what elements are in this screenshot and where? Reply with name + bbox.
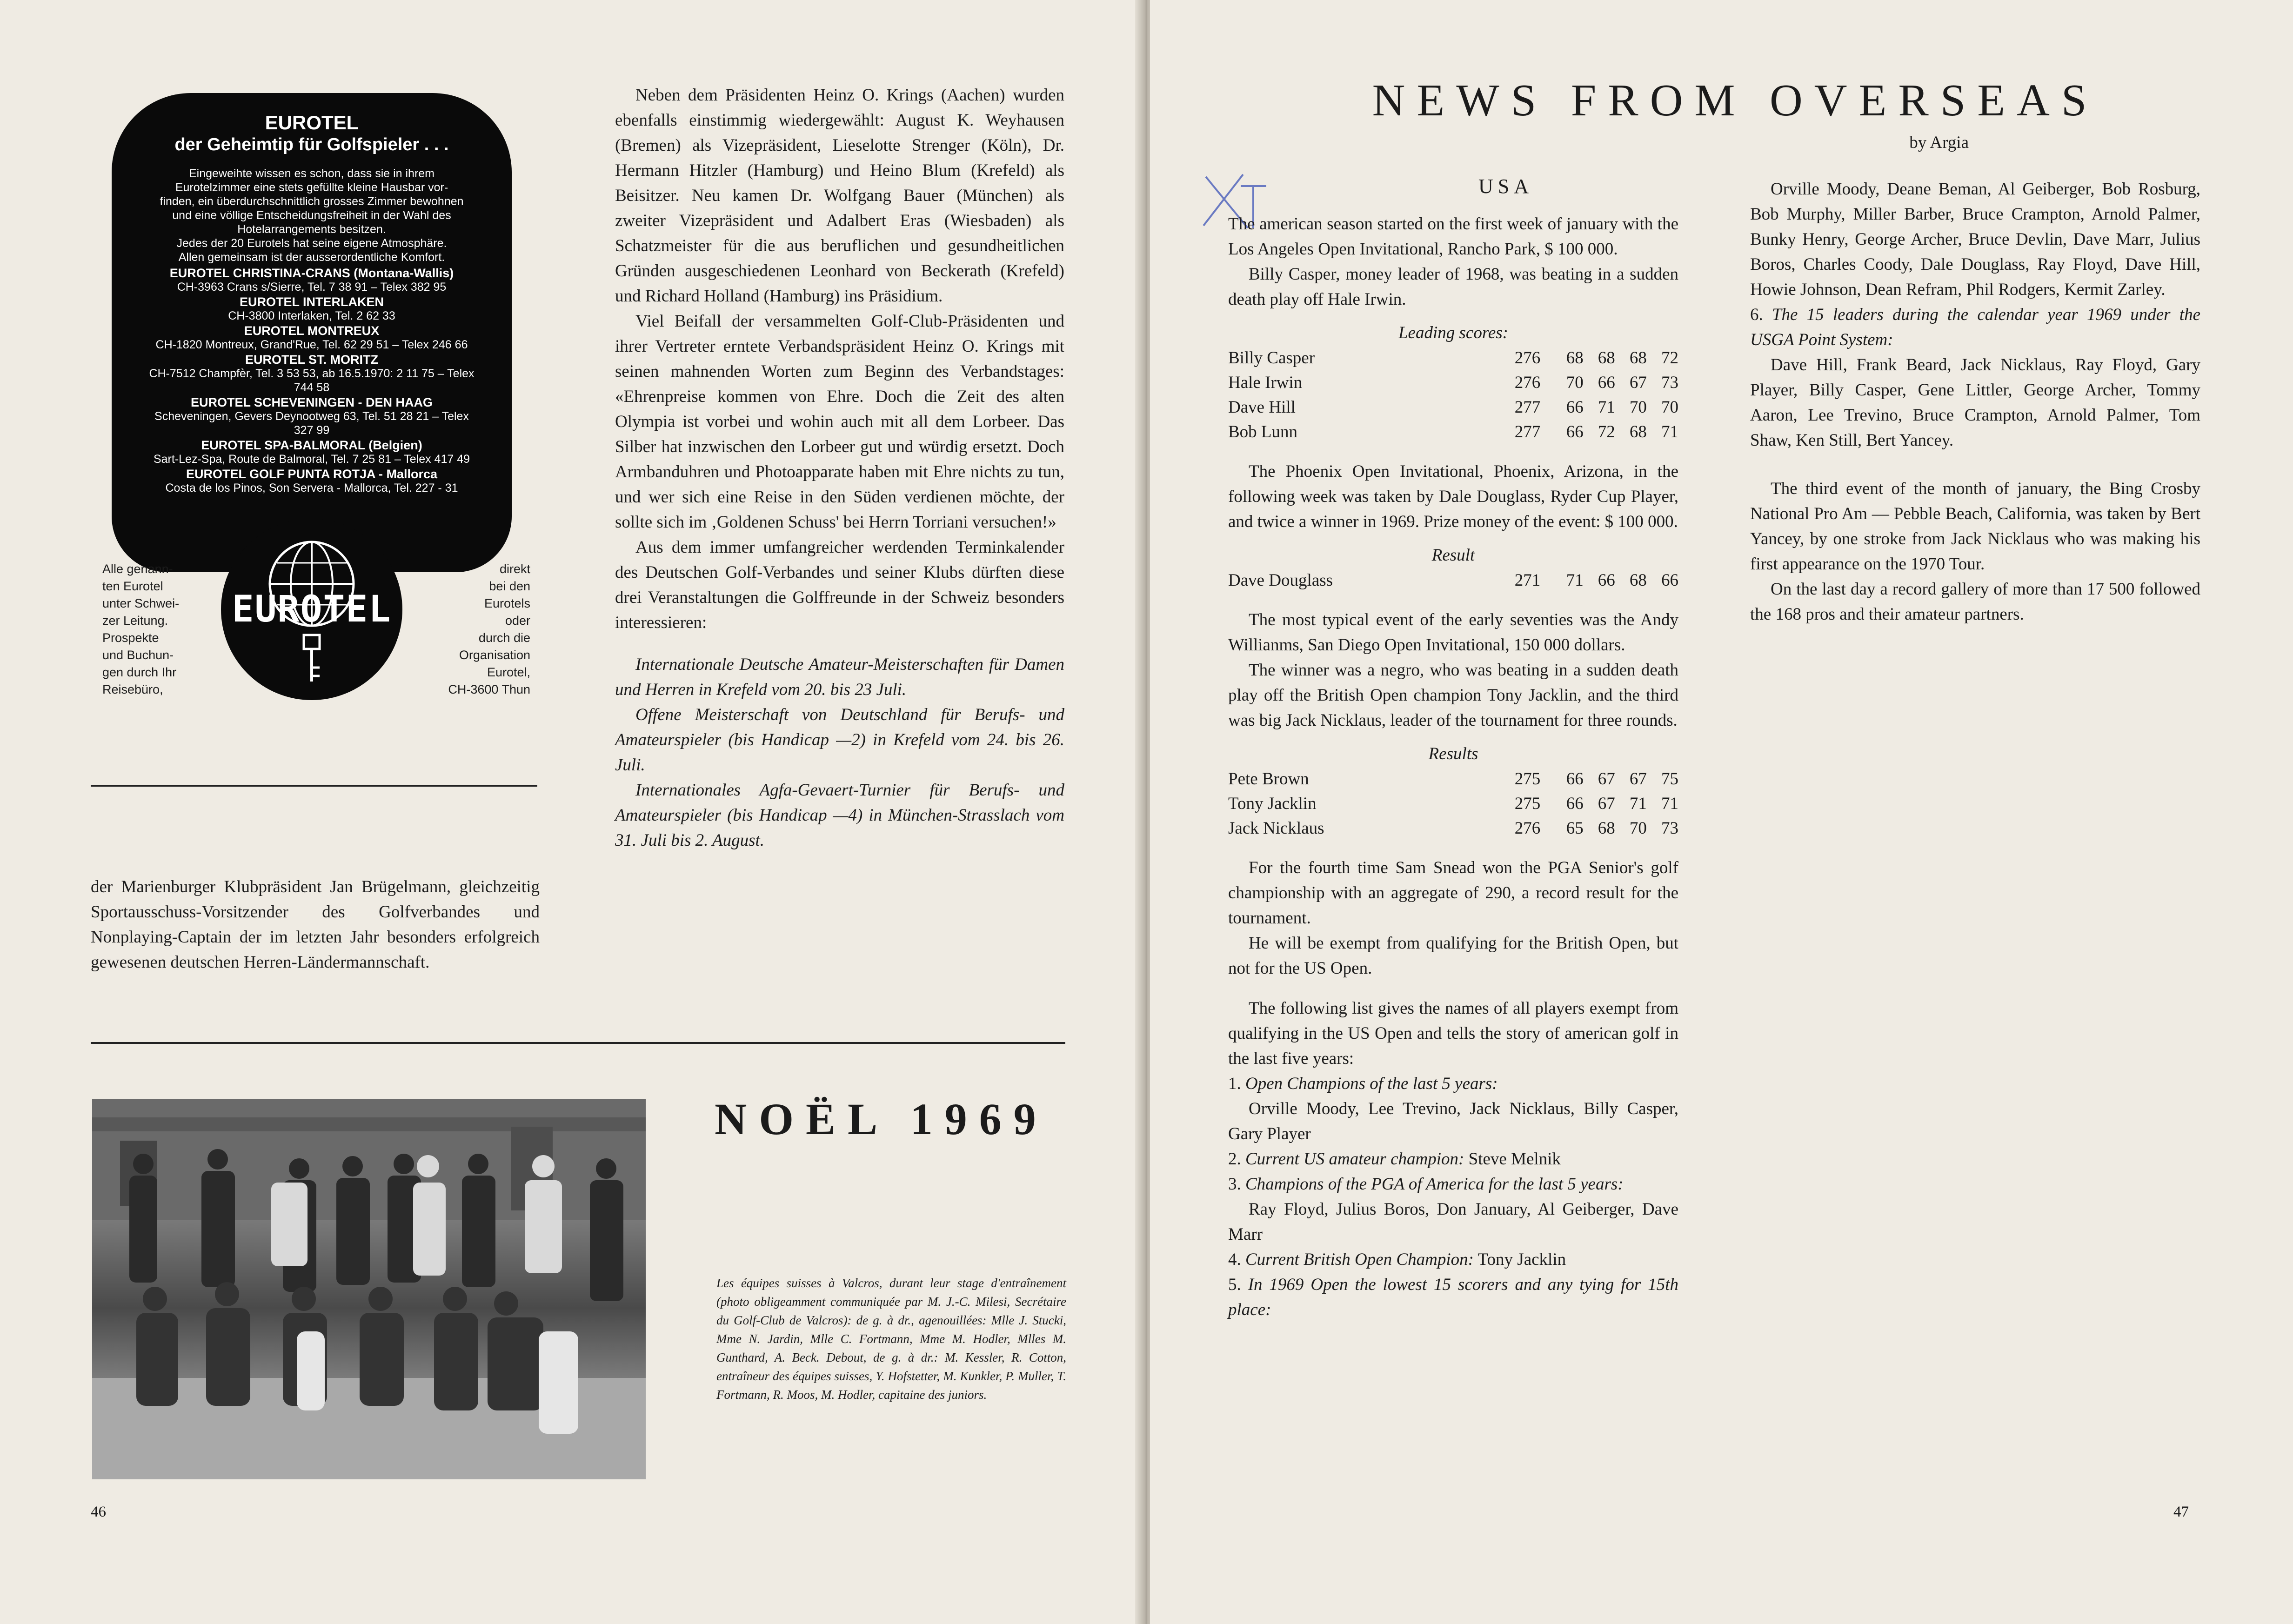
note-line: Prospekte xyxy=(102,631,159,645)
round-score: 71 xyxy=(1661,794,1678,813)
round-score: 68 xyxy=(1629,571,1647,590)
list-item xyxy=(1228,1147,1678,1172)
section-rule xyxy=(91,1042,1065,1044)
paragraph: The Phoenix Open Invitational, Phoenix, Arizona, in the following week was taken by Dale Douglass, Ryder Cup Player, and twice a winner in 1969. Prize money of the event: $ 100 000. xyxy=(1228,462,1678,531)
eurotel-left-note xyxy=(102,561,191,698)
round-score: 72 xyxy=(1598,422,1615,441)
hotel-entry xyxy=(144,324,479,352)
player-name: Dave Hill xyxy=(1228,398,1296,417)
intro-line: und eine völlige Entscheidungsfreiheit in der Wahl des xyxy=(172,209,451,222)
note-line: ten Eurotel xyxy=(102,579,163,593)
sandiego-results-table xyxy=(1228,767,1678,841)
round-score: 68 xyxy=(1598,819,1615,838)
list-label: Current British Open Champion: xyxy=(1245,1250,1474,1269)
round-score: 66 xyxy=(1566,794,1584,813)
note-line: Alle genann- xyxy=(102,562,173,576)
list-item xyxy=(1228,1071,1678,1096)
paragraph: He will be exempt from qualifying for the British Open, but not for the US Open. xyxy=(1228,934,1678,978)
hotel-address: Scheveningen, Gevers Deynootweg 63, Tel. 51 28 21 – Telex 327 99 xyxy=(154,410,469,437)
table-row xyxy=(1228,420,1678,444)
hotel-name: EUROTEL INTERLAKEN xyxy=(239,295,384,309)
total-score: 277 xyxy=(1514,398,1541,417)
section-heading: USA xyxy=(1478,175,1534,198)
note-line: Organisation xyxy=(459,648,530,662)
round-score: 66 xyxy=(1566,769,1584,789)
article-title: NEWS FROM OVERSEAS xyxy=(1372,75,2099,126)
note-line: direkt xyxy=(499,562,530,576)
note-line: CH-3600 Thun xyxy=(448,682,530,696)
list-value: Orville Moody, Lee Trevino, Jack Nicklaus, Billy Casper, Gary Player xyxy=(1228,1099,1678,1143)
note-line: unter Schwei- xyxy=(102,596,180,610)
note-line: Eurotels xyxy=(484,596,530,610)
paragraph: der Marienburger Klubpräsident Jan Brügelmann, gleichzeitig Sportausschuss-Vorsitzender des Golfverbandes und Nonplaying-Captain der im letzten Jahr besonders erfolgreich gewesenen deutschen Herren-Ländermannschaft. xyxy=(91,877,540,972)
total-score: 271 xyxy=(1514,571,1541,590)
list-number: 4. xyxy=(1228,1250,1241,1269)
eurotel-logo-text: EUROTEL xyxy=(232,588,392,630)
hotel-entry xyxy=(144,395,479,437)
sandiego-results-heading: Results xyxy=(1428,744,1478,763)
note-line: gen durch Ihr xyxy=(102,665,177,679)
table-row xyxy=(1228,346,1678,370)
round-score: 71 xyxy=(1661,422,1678,441)
round-score: 72 xyxy=(1661,348,1678,368)
eurotel-ad-intro xyxy=(140,167,484,264)
phoenix-result-table xyxy=(1228,568,1678,593)
list-value: Ray Floyd, Julius Boros, Don January, Al Geiberger, Dave Marr xyxy=(1228,1200,1678,1244)
table-row xyxy=(1228,395,1678,420)
leading-scores-heading: Leading scores: xyxy=(1398,323,1509,342)
total-score: 276 xyxy=(1514,819,1541,838)
hotel-address: Sart-Lez-Spa, Route de Balmoral, Tel. 7 25 81 – Telex 417 49 xyxy=(153,453,470,466)
list-label: In 1969 Open the lowest 15 scorers and any tying for 15th place: xyxy=(1228,1275,1679,1319)
round-score: 73 xyxy=(1661,819,1678,838)
hotel-name: EUROTEL MONTREUX xyxy=(244,324,380,338)
round-score: 75 xyxy=(1661,769,1678,789)
hotel-name: EUROTEL GOLF PUNTA ROTJA - Mallorca xyxy=(186,467,438,481)
intro-line: Allen gemeinsam ist der ausserordentliche Komfort. xyxy=(178,251,445,264)
table-row xyxy=(1228,816,1678,841)
round-score: 68 xyxy=(1566,348,1584,368)
round-score: 68 xyxy=(1598,348,1615,368)
list-value: Tony Jacklin xyxy=(1477,1250,1566,1269)
round-score: 66 xyxy=(1598,571,1615,590)
page-number: 46 xyxy=(91,1504,106,1520)
hotel-entry xyxy=(144,467,479,495)
intro-line: Eingeweihte wissen es schon, dass sie in ihrem xyxy=(188,167,435,180)
hotel-entry xyxy=(144,295,479,323)
eurotel-ad-title: EUROTEL xyxy=(265,112,359,134)
intro-line: Hotelarrangements besitzen. xyxy=(237,223,386,236)
event-item: Offene Meisterschaft von Deutschland für Berufs- und Amateurspieler (bis Handicap —2) in Krefeld vom 24. bis 26. Juli. xyxy=(615,705,1064,775)
hotel-entry xyxy=(144,353,479,394)
table-row xyxy=(1228,791,1678,816)
phoenix-result-heading: Result xyxy=(1431,546,1475,565)
hotel-address: CH-3963 Crans s/Sierre, Tel. 7 38 91 – Telex 382 95 xyxy=(177,281,447,294)
hotel-name: EUROTEL ST. MORITZ xyxy=(245,353,378,367)
intro-line: finden, ein überdurchschnittlich grosses Zimmer bewohnen xyxy=(160,195,464,208)
round-score: 71 xyxy=(1566,571,1584,590)
left-column-text xyxy=(91,875,540,975)
event-item: Internationale Deutsche Amateur-Meisterschaften für Damen und Herren in Krefeld vom 20. bis 23 Juli. xyxy=(615,655,1064,699)
total-score: 275 xyxy=(1514,794,1541,813)
column-rule xyxy=(91,785,537,787)
list-item xyxy=(1228,1247,1678,1272)
total-score: 276 xyxy=(1514,348,1541,368)
player-name: Jack Nicklaus xyxy=(1228,819,1324,838)
list-number: 3. xyxy=(1228,1175,1241,1194)
table-row xyxy=(1228,370,1678,395)
eurotel-advertisement xyxy=(88,81,535,751)
round-score: 65 xyxy=(1566,819,1584,838)
hotel-entry xyxy=(144,266,479,294)
player-name: Hale Irwin xyxy=(1228,373,1303,392)
list-number: 2. xyxy=(1228,1149,1241,1169)
hotel-address: CH-1820 Montreux, Grand'Rue, Tel. 62 29 51 – Telex 246 66 xyxy=(155,338,468,351)
paragraph: The american season started on the first week of january with the Los Angeles Open Invitational, Rancho Park, $ 100 000. xyxy=(1228,214,1678,259)
player-name: Dave Douglass xyxy=(1228,571,1333,590)
note-line: Eurotel, xyxy=(487,665,530,679)
list-value: Steve Melnik xyxy=(1468,1149,1561,1169)
paragraph: The third event of the month of january, the Bing Crosby National Pro Am — Pebble Beach, California, was taken by Bert Yancey, by one stroke from Jack Nicklaus who was making his first appearance on the 1970 Tour. xyxy=(1750,479,2200,574)
hotel-address: CH-3800 Interlaken, Tel. 2 62 33 xyxy=(228,309,395,322)
hotel-name: EUROTEL CHRISTINA-CRANS (Montana-Wallis) xyxy=(169,266,454,280)
list-item xyxy=(1228,1172,1678,1197)
page-number: 47 xyxy=(2173,1504,2189,1520)
round-score: 66 xyxy=(1566,422,1584,441)
round-score: 66 xyxy=(1661,571,1678,590)
paragraph: Neben dem Präsidenten Heinz O. Krings (Aachen) wurden ebenfalls einstimmig wiedergewählt: August K. Weyhausen (Bremen) als Vizepräsident, Lieselotte Strenger (Köln), Dr. Hermann Hitzler (Hamburg) und Heino Blum (Krefeld) als Beisitzer. Neu kamen Dr. Wolfgang Bauer (München) als zweiter Vizepräsident und Adalbert Eras (Wiesbaden) als Schatzmeister für die aus beruflichen und gesundheitlichen Gründen ausgeschiedenen Leonhard von Beckerath (Krefeld) und Richard Holland (Hamburg) ins Präsidium. xyxy=(615,86,1064,306)
paragraph: On the last day a record gallery of more than 17 500 followed the 168 pros and their amateur partners. xyxy=(1750,580,2200,624)
round-score: 67 xyxy=(1598,794,1615,813)
round-score: 67 xyxy=(1598,769,1615,789)
player-name: Billy Casper xyxy=(1228,348,1315,368)
paragraph: The most typical event of the early seventies was the Andy Willianms, San Diego Open Invitational, 150 000 dollars. xyxy=(1228,610,1678,655)
list-value: Dave Hill, Frank Beard, Jack Nicklaus, Ray Floyd, Gary Player, Billy Casper, Gene Littler, George Archer, Tommy Aaron, Lee Trevino, Bruce Crampton, Arnold Palmer, Tom Shaw, Ken Still, Bert Yancey. xyxy=(1750,355,2200,450)
list-number: 6. xyxy=(1750,305,1763,324)
note-line: bei den xyxy=(489,579,530,593)
total-score: 277 xyxy=(1514,422,1541,441)
paragraph: Viel Beifall der versammelten Golf-Club-Präsidenten und ihrer Vertreter erntete Verbandspräsident Heinz O. Krings mit seinen mahnenden Worten zum Beginn des Verbandstages: «Ehrenpreise kommen von Ehre. Doch die Zeit des alten Olympia ist vorbei und wohin auch mit all dem Lorbeer. Das Silber hat inzwischen den Lorbeer gut und würdig ersetzt. Doch Armbanduhren und Photoapparate haben mit Ehre nichts zu tun, und wer sich eine Reise in den Süden verdienen möchte, der sollte sich im ‚Goldenen Schuss' bei Herrn Torriani versuchen!» xyxy=(615,312,1064,532)
round-score: 68 xyxy=(1629,422,1647,441)
round-score: 70 xyxy=(1566,373,1584,392)
eurotel-ad-panel xyxy=(112,93,512,572)
round-score: 71 xyxy=(1598,398,1615,417)
eurotel-logo-circle xyxy=(221,519,402,700)
right-column-text xyxy=(615,83,1064,853)
hotel-entry xyxy=(144,438,479,466)
round-score: 67 xyxy=(1629,373,1647,392)
article-byline: by Argia xyxy=(1909,133,1969,152)
hotel-name: EUROTEL SPA-BALMORAL (Belgien) xyxy=(201,438,422,452)
total-score: 276 xyxy=(1514,373,1541,392)
round-score: 70 xyxy=(1629,819,1647,838)
round-score: 66 xyxy=(1566,398,1584,417)
list-item xyxy=(1228,1272,1678,1323)
right-page-col2 xyxy=(1750,177,2200,627)
eurotel-ad-subtitle: der Geheimtip für Golfspieler . . . xyxy=(174,135,449,154)
team-photo xyxy=(92,1099,646,1479)
list-label: Current US amateur champion: xyxy=(1245,1149,1464,1169)
round-score: 66 xyxy=(1598,373,1615,392)
leading-scores-table xyxy=(1228,346,1678,444)
round-score: 70 xyxy=(1661,398,1678,417)
note-line: durch die xyxy=(478,631,530,645)
hotel-name: EUROTEL SCHEVENINGEN - DEN HAAG xyxy=(190,395,433,409)
round-score: 73 xyxy=(1661,373,1678,392)
table-row xyxy=(1228,767,1678,791)
noel-title: NOËL 1969 xyxy=(715,1094,1048,1144)
eurotel-hotel-list xyxy=(144,266,479,495)
round-score: 68 xyxy=(1629,348,1647,368)
note-line: Reisebüro, xyxy=(102,682,163,696)
right-page xyxy=(1150,0,2293,1624)
list-label: Open Champions of the last 5 years: xyxy=(1245,1074,1498,1093)
list-number: 5. xyxy=(1228,1275,1241,1294)
paragraph: Aus dem immer umfangreicher werdenden Terminkalender des Deutschen Golf-Verbandes und seiner Klubs dürften diese drei Veranstaltungen die Golffreunde in der Schweiz besonders interessieren: xyxy=(615,538,1064,632)
event-item: Internationales Agfa-Gevaert-Turnier für Berufs- und Amateurspieler (bis Handicap —4) in München-Strasslach vom 31. Juli bis 2. August. xyxy=(615,781,1064,850)
photo-caption: Les équipes suisses à Valcros, durant leur stage d'entraînement (photo obligeamment communiquée par M. J.-C. Milesi, Secrétaire du Golf-Club de Valcros): de g. à dr., agenouillées: Mlle J. Stucki, Mme N. Jardin, Mlle C. Fortmann, Mme M. Hodler, Mlles M. Gunthard, A. Beck. Debout, de g. à dr.: M. Kessler, R. Cotton, entraîneur des équipes suisses, Y. Hofstetter, M. Kunkler, P. Muller, T. Fortmann, R. Moos, M. Hodler, capitaine des juniors. xyxy=(716,1276,1066,1402)
paragraph: The winner was a negro, who was beating in a sudden death play off the British Open champion Tony Jacklin, and the third was big Jack Nicklaus, leader of the tournament for three rounds. xyxy=(1228,661,1678,730)
paragraph: For the fourth time Sam Snead won the PGA Senior's golf championship with an aggregate of 290, a record result for the tournament. xyxy=(1228,858,1678,928)
list-label: Champions of the PGA of America for the last 5 years: xyxy=(1245,1175,1624,1194)
hotel-address: Costa de los Pinos, Son Servera - Mallorca, Tel. 227 - 31 xyxy=(165,481,458,495)
list-continuation: Orville Moody, Deane Beman, Al Geiberger, Bob Rosburg, Bob Murphy, Miller Barber, Bruce Crampton, Arnold Palmer, Bunky Henry, George Archer, Bruce Devlin, Dave Marr, Julius Boros, Charles Coody, Dale Douglass, Ray Floyd, Dave Hill, Howie Johnson, Dean Refram, Phil Rodgers, Kermit Zarley. xyxy=(1750,180,2200,299)
list-number: 1. xyxy=(1228,1074,1241,1093)
right-page-col1 xyxy=(1228,212,1678,1323)
list-item xyxy=(1750,302,2200,353)
paragraph: The following list gives the names of all players exempt from qualifying in the US Open and tells the story of american golf in the last five years: xyxy=(1228,999,1678,1068)
total-score: 275 xyxy=(1514,769,1541,789)
note-line: oder xyxy=(505,614,530,628)
hotel-address: CH-7512 Champfèr, Tel. 3 53 53, ab 16.5.1970: 2 11 75 – Telex 744 58 xyxy=(149,367,475,394)
left-page xyxy=(0,0,1143,1624)
list-label: The 15 leaders during the calendar year 1969 under the USGA Point System: xyxy=(1750,305,2201,349)
paragraph: Billy Casper, money leader of 1968, was beating in a sudden death play off Hale Irwin. xyxy=(1228,265,1678,309)
round-score: 67 xyxy=(1629,769,1647,789)
round-score: 70 xyxy=(1629,398,1647,417)
note-line: und Buchun- xyxy=(102,648,174,662)
round-score: 71 xyxy=(1629,794,1647,813)
player-name: Tony Jacklin xyxy=(1228,794,1317,813)
note-line: zer Leitung. xyxy=(102,614,168,628)
intro-line: Eurotelzimmer eine stets gefüllte kleine Hausbar vor- xyxy=(175,181,448,194)
player-name: Bob Lunn xyxy=(1228,422,1298,441)
player-name: Pete Brown xyxy=(1228,769,1309,789)
intro-line: Jedes der 20 Eurotels hat seine eigene Atmosphäre. xyxy=(176,237,447,250)
table-row xyxy=(1228,568,1678,593)
eurotel-right-note xyxy=(423,561,530,698)
team-photo-image xyxy=(92,1099,646,1479)
